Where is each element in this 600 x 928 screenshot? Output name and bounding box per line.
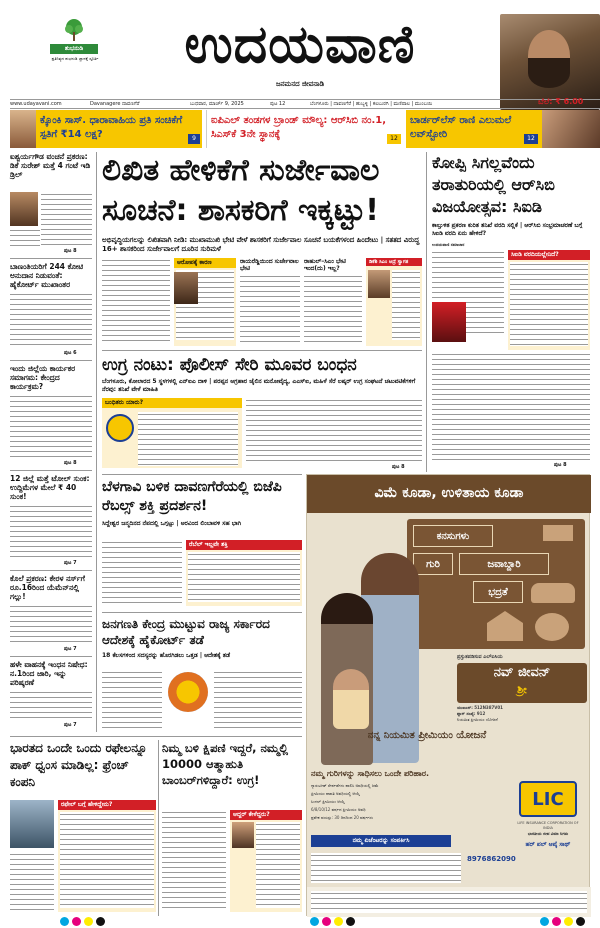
left-story-1-page[interactable]: ಪುಟ 8 bbox=[64, 248, 77, 254]
rafale-story[interactable] bbox=[10, 740, 156, 916]
left-story-3[interactable] bbox=[10, 364, 92, 468]
bomb-headline: ನಿಮ್ಮ ಬಳಿ ಕ್ಷಿಪಣಿ ಇದ್ದರೆ, ನಮ್ಮಲ್ಲಿ 10000 ಆತ್ಮಾಹುತಿ ಬಾಂಬರ್‌ಗಳಿದ್ದಾರೆ: ಉಗ್ರ! bbox=[162, 741, 289, 787]
belagavi-box bbox=[186, 540, 302, 606]
main-box-4-title: ಡಿಕೆಶಿ ಸಿಎಂ ಆದ್ರೆ ಸ್ವಾಗತ bbox=[366, 258, 422, 266]
bomb-photo bbox=[232, 822, 254, 848]
belagavi-subhead: ಸಿದ್ದೇಶ್ವರ ಜನ್ಮದಿನದ ನೆಪದಲ್ಲಿ ಒಗ್ಗಟ್ಟು | ಅರವಿಂದ ಲಿಂಬಾವಳಿ ಸಹ ಭಾಗಿ bbox=[102, 520, 242, 527]
terror-box-title: ಬಂಧಿತರು ಯಾರು? bbox=[102, 398, 242, 408]
cta-box[interactable] bbox=[311, 835, 451, 847]
right-story[interactable] bbox=[432, 152, 590, 472]
teaser-1[interactable] bbox=[10, 110, 202, 148]
rcb-photo bbox=[432, 302, 466, 342]
car-icon bbox=[531, 583, 575, 603]
left-story-2[interactable] bbox=[10, 262, 92, 358]
left-column bbox=[10, 152, 92, 732]
right-byline: ಉದಯವಾಣಿ ಸಮಾಚಾರ bbox=[432, 242, 465, 247]
registration-mark bbox=[96, 917, 105, 926]
teaser-3-page: 12 bbox=[524, 134, 538, 144]
ad-footer-strip bbox=[307, 887, 591, 917]
left-story-6-page[interactable]: ಪುಟ 7 bbox=[64, 722, 77, 728]
rafale-box bbox=[58, 800, 156, 912]
left-story-2-headline: ಬಾಣಂತಿಯರಿಗೆ 244 ಕೋಟಿ ಅನುದಾನ ನಿಡುವಂತೆ: ಹೈಕೋರ್ಟ್ ಮುಖಾಂತರ bbox=[10, 262, 84, 289]
rafale-body bbox=[10, 852, 54, 912]
registration-mark bbox=[72, 917, 81, 926]
lic-advertisement[interactable] bbox=[306, 474, 590, 916]
left-story-4-page[interactable]: ಪುಟ 7 bbox=[64, 560, 77, 566]
rafale-photo bbox=[10, 800, 54, 848]
left-story-4[interactable] bbox=[10, 474, 92, 568]
left-story-5[interactable] bbox=[10, 574, 92, 654]
main-headline-2: ಸೂಚನೆ: ಶಾಸಕರಿಗೆ ಇಕ್ಕಟ್ಟು! bbox=[102, 193, 379, 228]
left-story-1-body-2 bbox=[10, 228, 40, 248]
premium-tagline: ನನ್ನ ನಿಯಮಿತ ಪ್ರೀಮಿಯಂ ಯೋಜನೆ bbox=[367, 730, 487, 741]
registration-mark bbox=[564, 917, 573, 926]
left-story-4-headline: 12 ಜಿಲ್ಲೆ ಮತ್ತೆ ಟೋಲ್ ಸುಂಕ: ಉದ್ದಿಮೆಗಳ ಮೇಲೆ ₹ 40 ಸುಂಕ! bbox=[10, 474, 90, 501]
main-story[interactable] bbox=[102, 152, 422, 348]
registration-mark bbox=[322, 917, 331, 926]
left-story-1-body bbox=[41, 192, 92, 246]
board-word-3: ಜವಾಬ್ದಾರಿ bbox=[459, 553, 549, 575]
left-story-5-headline: ಕೊಲೆ ಪ್ರಕರಣ: ಕೇರಳ ನರ್ಸ್‌ಗೆ ರೂ.16ರಿಂದ ಯೆಮೆನ್‌ನಲ್ಲಿ ಗಲ್ಲು! bbox=[10, 574, 85, 601]
lic-subtitle: LIFE INSURANCE CORPORATION OF INDIA bbox=[517, 821, 579, 830]
bomb-story[interactable] bbox=[162, 740, 302, 916]
right-body-2 bbox=[432, 352, 590, 462]
benefit-item: ಗ್ಯಾರಂಟೀಡ್ ಸೇರ್ಪಡೆಗಳು ಪಾಲಿಸಿ ಅವಧಿಯಲ್ಲಿ ಜಮೆ bbox=[311, 783, 379, 788]
census-headline: ಜನಗಣತಿ ಕೇಂದ್ರ ಮುಟ್ಟುವ ರಾಜ್ಯ ಸರ್ಕಾರದ ಆದೇಶಕ್ಕೆ ಹೈಕೋರ್ಟ್ ತಡೆ bbox=[102, 617, 270, 647]
edition: Davanagere ದಾವಣಗೆರೆ bbox=[90, 101, 140, 107]
left-story-6-headline: ಹಳೇ ವಾಹನಕ್ಕೆ ಇಂಧನ ನಿಷೇಧ: ನ.1ರಿಂದ ಜಾರಿ, ಇನ್ನು ಪರಿಷ್ಕರಣೆ bbox=[10, 660, 88, 687]
divider bbox=[10, 258, 92, 259]
registration-mark bbox=[540, 917, 549, 926]
main-box-2-title: ರಾಯರೆಡ್ಡಿಯಿಂದ ಸುರ್ಜೇವಾಲ ಭೇಟಿ bbox=[240, 258, 299, 272]
main-box-3-body bbox=[304, 274, 362, 344]
benefit-item: ಪ್ರವೇಶ ವಯಸ್ಸು: 30 ದಿನದಿಂದ 20 ವರ್ಷಗಳು bbox=[311, 815, 374, 820]
left-story-3-headline: ಇಂದು ಜಿಲ್ಲೆಯ ಕಾರ್ಯಕರ ಸಮಾಗಮ: ಕೇಂದ್ರದ ಕಾರ್ಯಕ್ರಮ? bbox=[10, 364, 76, 391]
rafale-box-body bbox=[60, 812, 154, 908]
terror-subhead: ಬೆಂಗಳೂರು, ಕೋಲಾರದ 5 ಸ್ಥಳಗಳಲ್ಲಿ ಎನ್‌ಐಎ ದಾಳಿ | ಪರಪ್ಪನ ಅಗ್ರಹಾರ ಜೈಲಿನ ಮನೋವೈದ್ಯ, ಎಎಸ್‌ಐ, ಮಹಿಳೆ ಸೆರೆ ಲಷ್ಕರ್ ಉಗ್ರ ಸಂಘಟನೆ ಚಟುವಟಿಕೆಗಳಿಗೆ ನೆರವು: ತನಿಖೆ ವೇಳೆ ಮಾಹಿತಿ bbox=[102, 378, 416, 393]
rafale-headline: ಭಾರತದ ಒಂದೇ ಒಂದು ರಫೇಲನ್ನೂ ಪಾಕ್ ಧ್ವಂಸ ಮಾಡಿಲ್ಲ: ಫ್ರೆಂಚ್ ಕಂಪನಿ bbox=[10, 741, 148, 789]
bomb-box-body bbox=[256, 822, 300, 908]
left-story-3-page[interactable]: ಪುಟ 8 bbox=[64, 460, 77, 466]
plan-name: ನವ್ ಜೀವನ್ bbox=[493, 665, 551, 680]
cities: ಬೆಂಗಳೂರು | ದಾವಣಗೆರೆ | ಹುಬ್ಬಳ್ಳಿ | ಕಲಬುರಗಿ | ಮಣಿಪಾಲ | ಮುಂಬಯಿ bbox=[310, 101, 433, 107]
shubhanudi-box bbox=[40, 18, 110, 96]
divider bbox=[10, 360, 92, 361]
right-page[interactable]: ಪುಟ 8 bbox=[554, 462, 567, 468]
masthead bbox=[0, 0, 600, 98]
lic-kannada: ಭಾರತೀಯ ಜೀವ ವಿಮಾ ನಿಗಮ bbox=[527, 831, 569, 836]
terror-story[interactable] bbox=[102, 354, 422, 472]
lic-text: LIC bbox=[532, 789, 564, 810]
house-icon bbox=[487, 611, 523, 641]
teaser-2-page: 12 bbox=[387, 134, 401, 144]
plan-shree: ಶ್ರೀ bbox=[517, 683, 527, 696]
board-word-2: ಗುರಿ bbox=[413, 553, 453, 575]
main-box-4-body bbox=[392, 270, 420, 340]
main-headline-1: ಲಿಖಿತ ಹೇಳಿಕೆಗೆ ಸುರ್ಜೇವಾಲ bbox=[102, 153, 380, 188]
terror-page[interactable]: ಪುಟ 8 bbox=[392, 464, 405, 470]
child-figure bbox=[333, 669, 369, 729]
price: ಬೆಲೆ: ₹ 6.00 bbox=[538, 97, 584, 106]
plan-uin: ಯುಐಎನ್: 512N387V01 bbox=[457, 705, 503, 710]
census-logo bbox=[168, 672, 208, 712]
teaser-2[interactable] bbox=[206, 110, 402, 148]
ad-banner bbox=[307, 475, 591, 513]
registration-mark bbox=[552, 917, 561, 926]
column-rule bbox=[426, 152, 427, 472]
bomb-box-title: ಆದ್ದರ್ ಕೇಳೆದ್ದರು? bbox=[230, 810, 302, 820]
column-rule bbox=[96, 152, 97, 732]
lic-logo bbox=[513, 781, 583, 871]
plan-type: ನಿಯಮಿತ ಪ್ರೀಮಿಯಂ ಯೋಜನೆ bbox=[457, 717, 498, 722]
teaser-1-page: 9 bbox=[188, 134, 200, 144]
registration-mark bbox=[576, 917, 585, 926]
main-box-4 bbox=[366, 258, 422, 346]
left-story-1-photo bbox=[10, 192, 38, 226]
terror-box bbox=[102, 398, 242, 468]
divider bbox=[10, 570, 92, 571]
divider bbox=[102, 612, 302, 613]
shubhanudi-text: ಪ್ರತಿನಿತ್ಯದ ಶುಭನುಡಿ ಜ್ಞಾನಕ್ಕೆ ಸ್ಪೂರ್ತಿ bbox=[51, 56, 99, 61]
graduation-cap-icon bbox=[543, 525, 573, 541]
lic-tag: ಹರ್ ಪಲ್ ಆಪ್ಕೆ ಸಾಥ್ bbox=[525, 841, 571, 848]
belagavi-body bbox=[102, 540, 182, 604]
main-box-2-body bbox=[240, 274, 300, 344]
bomb-box bbox=[230, 810, 302, 912]
left-story-6[interactable] bbox=[10, 660, 92, 732]
lic-emblem-icon bbox=[519, 781, 577, 817]
terror-body bbox=[246, 398, 422, 464]
terror-headline: ಉಗ್ರ ನಂಟು: ಪೊಲೀಸ್‌ ಸೇರಿ ಮೂವರ ಬಂಧನ bbox=[102, 355, 357, 375]
census-story[interactable] bbox=[102, 616, 302, 732]
tagline: ಜನಮನದ ಜೀವನಾಡಿ bbox=[275, 80, 325, 88]
teaser-2-text: ಐಪಿಎಲ್ ತಂಡಗಳ ಬ್ರಾಂಡ್ ಮೌಲ್ಯ: ಆರ್‌ಸಿಬಿ ನಂ.1, ಸಿಎಸ್‌ಕೆ 3ನೇ ಸ್ಥಾನಕ್ಕೆ bbox=[211, 115, 387, 140]
teaser-3-thumb bbox=[542, 110, 600, 148]
registration-mark bbox=[60, 917, 69, 926]
census-subhead: 18 ಕೆಲಸಗಳಿಂದ ಸದಸ್ಯರನ್ನು ಹೊರಗಿಡಲು ಒತ್ತಡ | ಆದೇಶಕ್ಕೆ ತಡೆ bbox=[102, 652, 231, 659]
benefit-item: 6/8/10/12 ವರ್ಷದ ಪ್ರೀಮಿಯಂ ಅವಧಿ bbox=[311, 807, 366, 812]
phone-number[interactable]: 8976862090 bbox=[467, 855, 516, 863]
ad-banner-text: ವಿಮೆ ಕೂಡಾ, ಉಳಿತಾಯ ಕೂಡಾ bbox=[374, 485, 524, 501]
teaser-1-text: ಕ್ಕೊಂಕಿ ಸಾಸ್‌. ಧಾರಾವಾಹಿಯ ಪ್ರತಿ ಸಂಚಿಕೆಗೆ ಸ್ಪತಿಗೆ ₹14 ಲಕ್ಷ? bbox=[40, 115, 183, 140]
plan-intro: ಪ್ರಸ್ತುತಪಡಿಸುವ ಎಲ್ಐಸಿಯ bbox=[457, 654, 503, 660]
divider bbox=[102, 350, 422, 351]
main-box-1-title: ಆರೋಪಕ್ಕೆ ಕಾರಣ bbox=[174, 258, 236, 268]
left-story-2-body bbox=[10, 292, 92, 348]
nia-logo bbox=[106, 414, 134, 442]
rafale-box-title: ರಫೇಲ್ ಬಗ್ಗೆ ಹೇಳಿದ್ದೇನು? bbox=[58, 800, 156, 810]
issue-date: ಬುಧವಾರ, ಮಾರ್ಚ್ 9, 2025 bbox=[190, 101, 244, 107]
belagavi-box-title: ರೆಬೆಲ್ ಇಲ್ಲವೇ ಶಕ್ತಿ bbox=[186, 540, 302, 550]
ad-footer-text bbox=[311, 891, 587, 913]
main-box-1-photo bbox=[174, 272, 198, 304]
left-story-6-body bbox=[10, 690, 92, 722]
board-word-1: ಕನಸುಗಳು bbox=[413, 525, 493, 547]
teaser-strip bbox=[10, 110, 600, 148]
left-story-5-body bbox=[10, 604, 92, 644]
column-rule bbox=[158, 740, 159, 916]
benefit-item: ಪ್ರೀಮಿಯಂ ಪಾವತಿ ಅವಧಿಯಲ್ಲಿ ಆಯ್ಕೆ bbox=[311, 791, 360, 796]
newspaper-title: ಉದಯವಾಣಿ bbox=[184, 14, 416, 75]
page-count: ಪುಟ 12 bbox=[270, 101, 286, 107]
left-story-5-page[interactable]: ಪುಟ 7 bbox=[64, 646, 77, 652]
belagavi-box-body bbox=[188, 552, 300, 602]
main-box-3-title: ರಾಹುಲ್‌–ಸಿಎಂ ಭೇಟಿ ಇಂದ(ದು) ಇಲ್ಲ? bbox=[304, 258, 346, 272]
right-sidebar-title: ಸಿಐಡಿ ವರದಿಯಲ್ಲೇನಿದೆ? bbox=[508, 250, 590, 260]
main-box-3 bbox=[304, 258, 362, 346]
right-headline: ಕೋಪ್ಪಿ ಸಿಗಲ್ಲವೆಂದು ತರಾತುರಿಯಲ್ಲಿ ಆರ್‌ಸಿಬಿ ವಿಜಯೋತ್ಸವ: ಸಿಐಡಿ bbox=[432, 153, 555, 216]
plan-logo bbox=[457, 663, 587, 703]
hero-beard bbox=[528, 58, 570, 88]
website[interactable]: www.udayavani.com bbox=[10, 101, 62, 107]
teaser-3[interactable] bbox=[406, 110, 600, 148]
left-story-4-body bbox=[10, 504, 92, 558]
right-sidebar-body bbox=[510, 262, 588, 346]
main-body-left bbox=[102, 258, 170, 344]
bomb-body bbox=[162, 810, 226, 912]
belagavi-headline: ಬೆಳಗಾವಿ ಬಳಿಕ ದಾವಣಗೆರೆಯಲ್ಲಿ ಬಿಜೆಪಿ ರೆಬಲ್ಸ್ ಶಕ್ತಿ ಪ್ರದರ್ಶನ! bbox=[102, 479, 282, 514]
main-box-4-photo bbox=[368, 270, 390, 298]
benefit-item: ಸಿಂಗಲ್ ಪ್ರೀಮಿಯಂ ಆಯ್ಕೆ bbox=[311, 799, 345, 804]
right-subhead: ಕಾಲ್ತುಳಿತ ಪ್ರಕರಣ ಕುರಿತ ತನಿಖೆ ವರದಿ ಸಲ್ಲಿಕೆ | ಆರ್‌ಸಿಬಿ ಸಂಭ್ರಮಾಚರಣೆ ಬಗ್ಗೆ ಸಿಐಡಿ ವರದಿ ಏನು ಹೇಳಿದೆ? bbox=[432, 222, 583, 237]
divider bbox=[102, 474, 302, 475]
teaser-3-text: ಬಾರ್ಡರ್‌ಲೆಸ್ ರಾಣಿ ಎಲುಮಲೆ ಲವ್‌ಸ್ಟೋರಿ bbox=[410, 115, 512, 140]
left-story-3-body bbox=[10, 394, 92, 458]
divider bbox=[10, 470, 92, 471]
divider bbox=[10, 656, 92, 657]
terror-box-body bbox=[138, 412, 238, 466]
left-story-1[interactable] bbox=[10, 152, 92, 256]
tree-icon bbox=[62, 18, 86, 42]
census-body-1 bbox=[102, 670, 162, 728]
plan-no: ಪ್ಲಾನ್ ಸಂಖ್ಯೆ: 912 bbox=[457, 711, 486, 716]
main-subhead: ಅಭಿವೃದ್ಧಿಯಗಲನ್ನು ಲಿಖಿತವಾಗಿ ನೀಡಿ: ಮುಖಾಮುಖಿ ಭೇಟಿ ವೇಳೆ ಶಾಸಕರಿಗೆ ಸುರ್ಜೇವಾಲ ಸೂಚನೆ ಬಯಕೆಗಳಂದ ಹಿಂದೇಟು | ಸತತದ ವಿರುದ್ಧ 16+ ಶಾಸಕರಿಂದ ಸುರ್ಜೇವಾಲಗೆ ದೂರಿನ ಸುರಿಮಳೆ bbox=[102, 236, 420, 253]
right-sidebar bbox=[508, 250, 590, 350]
divider bbox=[10, 736, 302, 737]
benefits-list bbox=[311, 783, 511, 833]
piggy-bank-icon bbox=[535, 613, 569, 641]
shubhanudi-label: ಶುಭನುಡಿ bbox=[50, 44, 98, 54]
date-bar bbox=[10, 99, 600, 109]
left-story-2-page[interactable]: ಪುಟ 6 bbox=[64, 350, 77, 356]
registration-mark bbox=[310, 917, 319, 926]
teaser-1-thumb bbox=[10, 110, 36, 148]
registration-mark bbox=[84, 917, 93, 926]
cta-text: ನಮ್ಮ ಏಜೆಂಟರನ್ನು ಸಂಪರ್ಕಿಸಿ bbox=[352, 837, 410, 844]
registration-mark bbox=[334, 917, 343, 926]
left-story-1-headline: ಐಶ್ವರ್ಯಗೌಡ ವಂಚನೆ ಪ್ರಕರಣ: ಡಿಕೆ ಸುರೇಶ್‌ ಮತ್ತೆ 4 ಗಂಟೆ ಇಡಿ ಡ್ರಿಲ್ bbox=[10, 152, 91, 179]
board-word-4: ಭದ್ರತೆ bbox=[473, 581, 523, 603]
belagavi-story[interactable] bbox=[102, 478, 302, 608]
ad-fine-print bbox=[311, 853, 461, 883]
hero-photo bbox=[500, 14, 600, 110]
goal-line: ನಮ್ಮ ಗುರಿಗಳನ್ನು ಸಾಧಿಸಲು ಒಂದೇ ಪರಿಹಾರ. bbox=[311, 769, 430, 778]
main-box-2 bbox=[240, 258, 300, 346]
registration-mark bbox=[346, 917, 355, 926]
print-marks bbox=[60, 916, 600, 928]
census-body-2 bbox=[214, 670, 302, 728]
